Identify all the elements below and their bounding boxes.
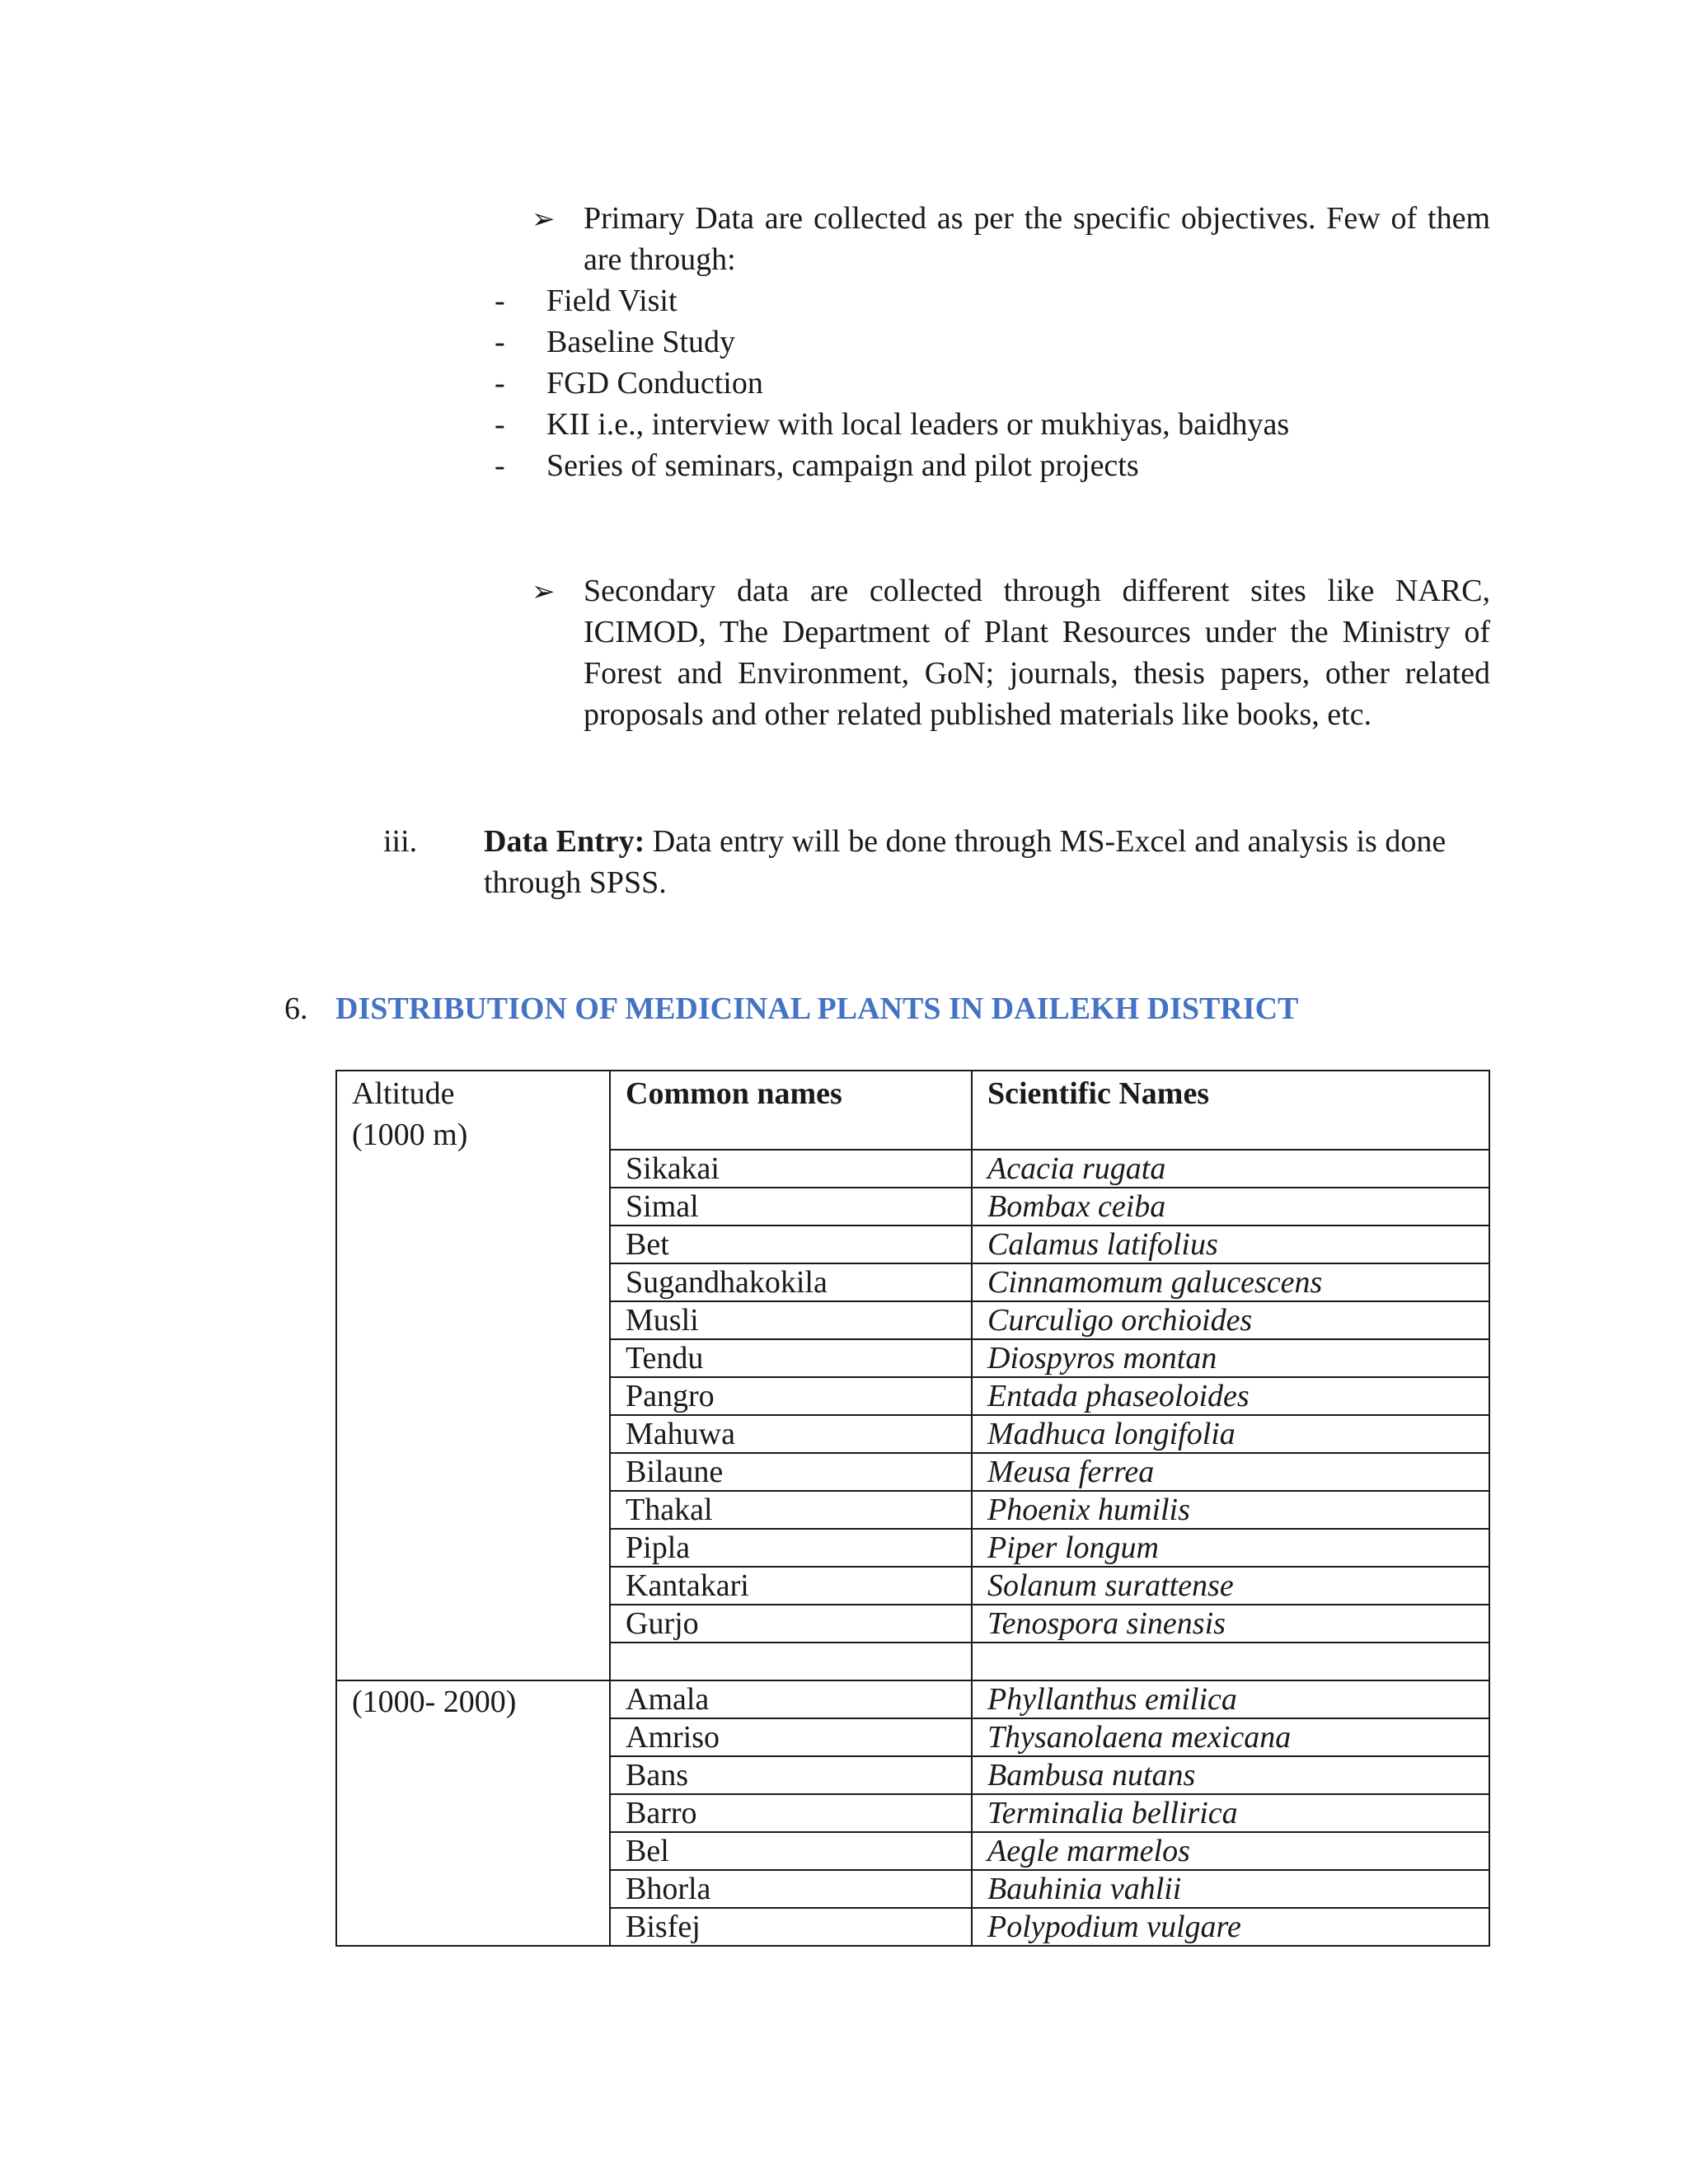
table-row: Tendu Diospyros montan	[336, 1339, 1489, 1377]
table-row: Gurjo Tenospora sinensis	[336, 1605, 1489, 1643]
table-row: Bilaune Meusa ferrea	[336, 1453, 1489, 1491]
medicinal-plants-table	[335, 1070, 1490, 1947]
table-row: Pangro Entada phaseoloides	[336, 1377, 1489, 1415]
table-row: Kantakari Solanum surattense	[336, 1567, 1489, 1605]
data-entry-paragraph	[484, 821, 1490, 903]
table-row: Musli Curculigo orchioides	[336, 1301, 1489, 1339]
secondary-data-paragraph: Secondary data are collected through different sites like NARC, ICIMOD, The Department of Plant Resources under the Ministry of Forest and Environment, GoN; journals, thesis papers, other related proposals and other related published materials like books, etc.	[584, 574, 1490, 732]
arrow-bullet-icon: ➢	[532, 575, 556, 608]
table-row: Sugandhakokila Cinnamomum galucescens	[336, 1263, 1489, 1301]
table-row: (1000- 2000) Amala Phyllanthus emilica	[336, 1680, 1489, 1718]
common-names-header: Common names	[610, 1071, 972, 1150]
altitude-cell: Altitude (1000 m)	[336, 1071, 610, 1680]
table-row: Pipla Piper longum	[336, 1529, 1489, 1567]
table-row: Thakal Phoenix humilis	[336, 1491, 1489, 1529]
table-row: Mahuwa Madhuca longifolia	[336, 1415, 1489, 1453]
arrow-bullet-icon: ➢	[532, 203, 556, 236]
data-entry-label: Data Entry:	[484, 824, 645, 859]
altitude-cell: (1000- 2000)	[336, 1680, 610, 1946]
table-row: Bet Calamus latifolius	[336, 1226, 1489, 1263]
document-page: ➢ Primary Data are collected as per the specific objectives. Few of them are through: - Field Visit - Baseline Study - FGD Conduction - KII i.e., interview with local leaders or mukhiyas, baidhyas - Series of seminars, campaign and pilot projects ➢ Secondary data are collected through different sites like NARC, ICIMOD, The Department of Plant Resources under the Ministry of Forest and Environment, GoN; journals, thesis papers, other related proposals and other related published materials like books, etc. iii. Data Entry: Data entry will be done through MS-Excel and analysis is done through SPSS. 6. DISTRIBUTION OF MEDICINAL PLANTS IN DAILEKH DISTRICT Altitude (1000 m) Common names Scientific Names Sikakai Acacia rugata Simal Bombax ceiba Bet Calamus latifolius Sugandhakokila Cinnamomum galucescens Musli Curculigo orchioides Tendu Diospyros montan Pangro Entada phaseoloides Mahuwa Madhuca longifolia Bilaune Meusa ferrea Thakal Phoenix humilis Pipla Piper longum Kantakari Solanum surattense Gurjo Tenospora sinensis (1000- 2000) Amala Phyllanthus emilica Amriso Thysanolaena mexicana Bans Bambusa nutans Barro Terminalia bellirica Bel Aegle marmelos Bhorla Bauhinia vahlii Bisfej Polypodium vulgare	[0, 0, 1688, 2184]
table-row: Amriso Thysanolaena mexicana	[336, 1718, 1489, 1756]
table-row: Barro Terminalia bellirica	[336, 1794, 1489, 1832]
table-row: Bel Aegle marmelos	[336, 1832, 1489, 1870]
table-header-row	[336, 1071, 1489, 1150]
data-entry-text: Data entry will be done through MS-Excel and analysis is done through SPSS.	[484, 824, 1447, 900]
data-entry-numeral: iii.	[383, 824, 418, 859]
table-row: Bisfej Polypodium vulgare	[336, 1908, 1489, 1946]
primary-data-paragraph: Primary Data are collected as per the specific objectives. Few of them are through:	[584, 201, 1490, 277]
table-row: Sikakai Acacia rugata	[336, 1150, 1489, 1188]
table-row: Simal Bombax ceiba	[336, 1188, 1489, 1226]
section-number: 6.	[284, 991, 308, 1026]
table-row: Bans Bambusa nutans	[336, 1756, 1489, 1794]
scientific-names-header: Scientific Names	[972, 1071, 1489, 1150]
table-row: Bhorla Bauhinia vahlii	[336, 1870, 1489, 1908]
section-title: DISTRIBUTION OF MEDICINAL PLANTS IN DAILEKH DISTRICT	[335, 991, 1299, 1026]
